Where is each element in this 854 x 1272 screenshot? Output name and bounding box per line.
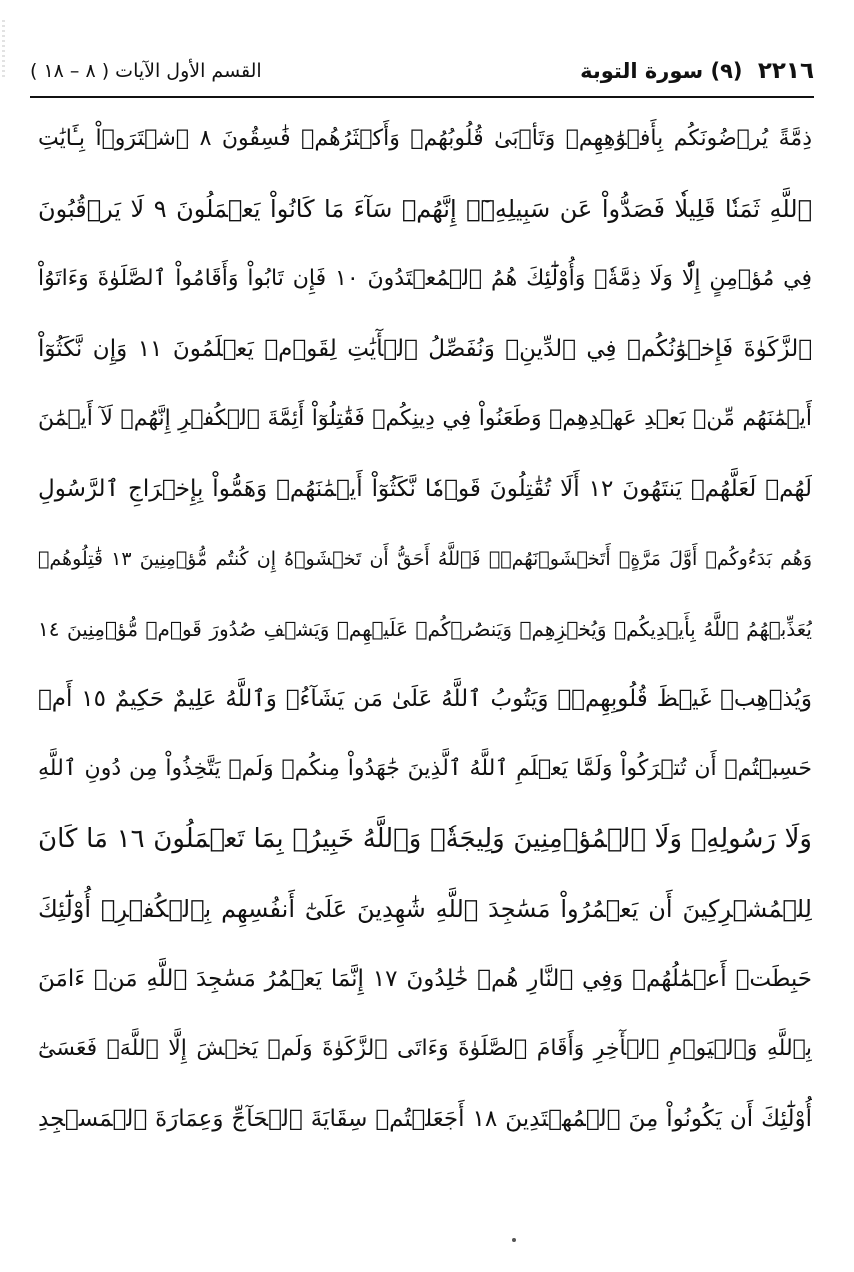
- text-line: حَسِبۡتُمۡ أَن تُتۡرَكُواْ وَلَمَّا يَعۡلَمِ ٱللَّهُ ٱلَّذِينَ جَٰهَدُواْ مِنكُمۡ وَلَمۡ يَتَّخِذُواْ مِن دُونِ ٱللَّهِ: [38, 756, 812, 781]
- header-running-title: [580, 58, 814, 84]
- page-number: ٢٢١٦: [757, 58, 814, 84]
- text-line: أُوْلَٰٓئِكَ أَن يَكُونُواْ مِنَ ٱلۡمُهۡتَدِينَ ١٨ أَجَعَلۡتُمۡ سِقَايَةَ ٱلۡحَآجِّ وَعِمَارَةَ ٱلۡمَسۡجِدِ: [38, 1106, 812, 1132]
- section-title: القسم الأول الآيات ( ٨ – ١٨ ): [30, 60, 262, 82]
- text-line: بِٱللَّهِ وَٱلۡيَوۡمِ ٱلۡأٓخِرِ وَأَقَامَ ٱلصَّلَوٰةَ وَءَاتَى ٱلزَّكَوٰةَ وَلَمۡ يَخۡشَ إِلَّا ٱللَّهَۖ فَعَسَىٰٓ: [38, 1036, 812, 1061]
- text-line: وَيُذۡهِبۡ غَيۡظَ قُلُوبِهِمۡۗ وَيَتُوبُ ٱللَّهُ عَلَىٰ مَن يَشَآءُۗ وَٱللَّهُ عَلِيمٌ حَكِيمٌ ١٥ أَمۡ: [38, 686, 812, 712]
- text-line: لِلۡمُشۡرِكِينَ أَن يَعۡمُرُواْ مَسَٰجِدَ ٱللَّهِ شَٰهِدِينَ عَلَىٰٓ أَنفُسِهِم بِٱلۡكُفۡرِۚ أُوْلَٰٓئِكَ: [38, 895, 812, 923]
- text-line: ٱللَّهِ ثَمَنٗا قَلِيلٗا فَصَدُّواْ عَن سَبِيلِهِۦٓۚ إِنَّهُمۡ سَآءَ مَا كَانُواْ يَعۡمَلُونَ ٩ لَا يَرۡقُبُونَ: [38, 195, 812, 223]
- text-line: حَبِطَتۡ أَعۡمَٰلُهُمۡ وَفِي ٱلنَّارِ هُمۡ خَٰلِدُونَ ١٧ إِنَّمَا يَعۡمُرُ مَسَٰجِدَ ٱللَّهِ مَنۡ ءَامَنَ: [38, 966, 812, 992]
- header-rule: [30, 96, 814, 98]
- surah-title: (٩) سورة التوبة: [580, 59, 743, 83]
- page-header: [30, 50, 814, 96]
- text-line: وَهُم بَدَءُوكُمۡ أَوَّلَ مَرَّةٍۚ أَتَخۡشَوۡنَهُمۡۚ فَٱللَّهُ أَحَقُّ أَن تَخۡشَوۡهُ إِن كُنتُم مُّؤۡمِنِينَ ١٣ قَٰتِلُوهُمۡ: [38, 548, 812, 570]
- text-line: يُعَذِّبۡهُمُ ٱللَّهُ بِأَيۡدِيكُمۡ وَيُخۡزِهِمۡ وَيَنصُرۡكُمۡ عَلَيۡهِمۡ وَيَشۡفِ صُدُورَ قَوۡمٖ مُّؤۡمِنِينَ ١٤: [38, 617, 812, 641]
- text-line: لَهُمۡ لَعَلَّهُمۡ يَنتَهُونَ ١٢ أَلَا تُقَٰتِلُونَ قَوۡمٗا نَّكَثُوٓاْ أَيۡمَٰنَهُمۡ وَهَمُّواْ بِإِخۡرَاجِ ٱلرَّسُولِ: [38, 476, 812, 502]
- quran-text-block: [38, 104, 812, 1224]
- text-line: ٱلزَّكَوٰةَ فَإِخۡوَٰنُكُمۡ فِي ٱلدِّينِۗ وَنُفَصِّلُ ٱلۡأٓيَٰتِ لِقَوۡمٖ يَعۡلَمُونَ ١١ وَإِن نَّكَثُوٓاْ: [38, 336, 812, 362]
- text-line: فِي مُؤۡمِنٍ إِلّٗا وَلَا ذِمَّةٗۚ وَأُوْلَٰٓئِكَ هُمُ ٱلۡمُعۡتَدُونَ ١٠ فَإِن تَابُواْ وَأَقَامُواْ ٱلصَّلَوٰةَ وَءَاتَوُاْ: [38, 266, 812, 291]
- footer-speck: [512, 1238, 516, 1242]
- text-line: ذِمَّةً يُرۡضُونَكُم بِأَفۡوَٰهِهِمۡ وَتَأۡبَىٰ قُلُوبُهُمۡ وَأَكۡثَرُهُمۡ فَٰسِقُونَ ٨ ٱشۡتَرَوۡاْ بِـَٔايَٰتِ: [38, 126, 812, 151]
- margin-speck: [2, 20, 5, 80]
- text-line: أَيۡمَٰنَهُم مِّنۢ بَعۡدِ عَهۡدِهِمۡ وَطَعَنُواْ فِي دِينِكُمۡ فَقَٰتِلُوٓاْ أَئِمَّةَ ٱلۡكُفۡرِ إِنَّهُمۡ لَآ أَيۡمَٰنَ: [38, 406, 812, 431]
- text-line: وَلَا رَسُولِهِۦ وَلَا ٱلۡمُؤۡمِنِينَ وَلِيجَةٗۚ وَٱللَّهُ خَبِيرُۢ بِمَا تَعۡمَلُونَ ١٦ مَا كَانَ: [38, 824, 812, 854]
